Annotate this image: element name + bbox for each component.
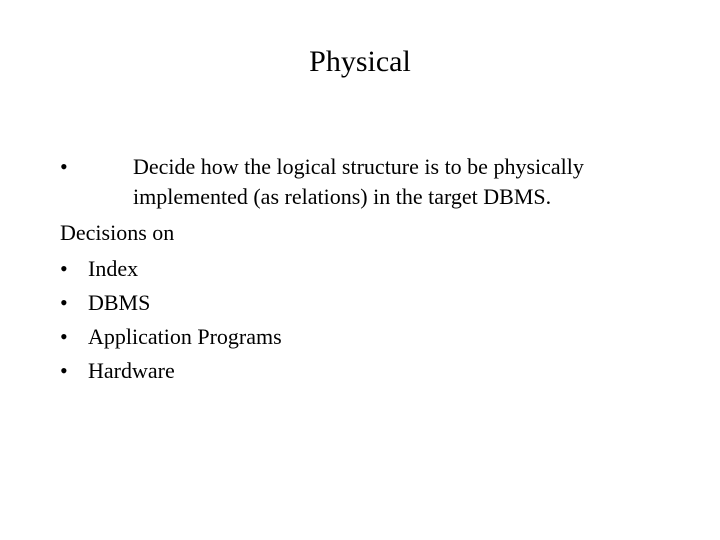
- intro-line-2: implemented (as relations) in the target DBMS.: [133, 184, 552, 209]
- decision-label-index: Index: [88, 256, 139, 281]
- list-item: [60, 354, 282, 388]
- decisions-label: Decisions on: [60, 220, 175, 245]
- list-item: [60, 320, 282, 354]
- bullet-icon: •: [60, 358, 68, 383]
- bullet-icon: •: [60, 290, 68, 315]
- slide-title: Physical: [309, 45, 411, 78]
- bullet-icon: •: [60, 256, 68, 281]
- list-item: [60, 252, 282, 286]
- decision-label-application-programs: Application Programs: [88, 324, 282, 349]
- bullet-icon: •: [60, 154, 68, 179]
- bullet-icon: •: [60, 324, 68, 349]
- intro-bullet-text: [60, 152, 660, 212]
- decision-label-hardware: Hardware: [88, 358, 175, 383]
- decisions-list: [60, 252, 282, 388]
- intro-bullet-item: [60, 152, 660, 212]
- intro-line-1: Decide how the logical structure is to be physically: [133, 154, 584, 179]
- list-item: [60, 286, 282, 320]
- decision-label-dbms: DBMS: [88, 290, 151, 315]
